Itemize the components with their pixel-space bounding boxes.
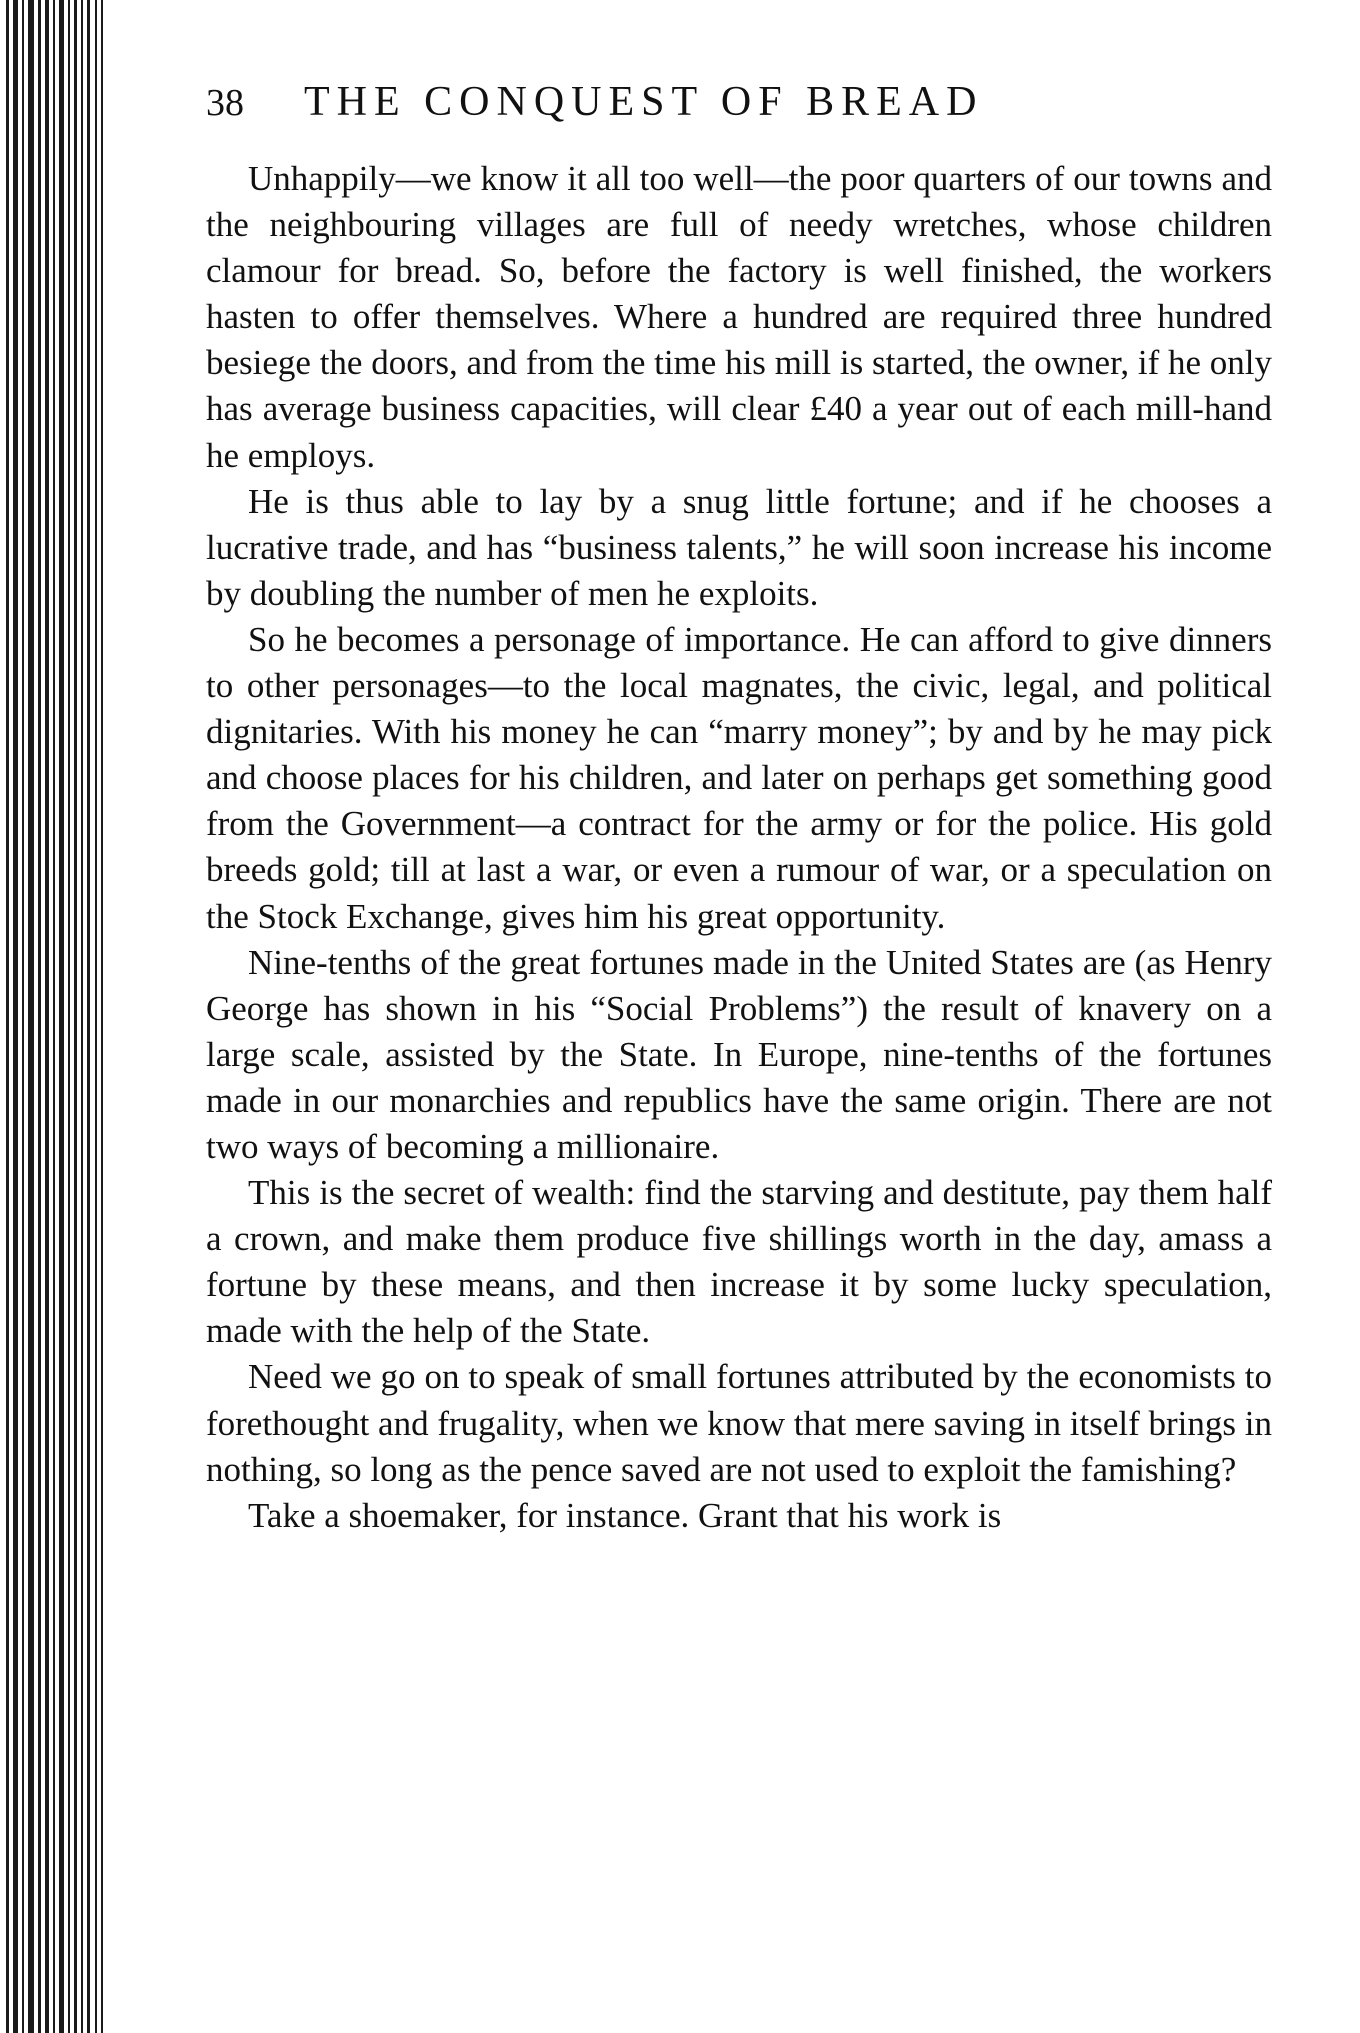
book-page — [206, 78, 1272, 1539]
page-header — [206, 78, 1272, 148]
paragraph: Unhappily—we know it all too well—the poor quarters of our towns and the neighbouring villages are full of needy wretches, whose children clamour for bread. So, before the factory is well finished, the workers hasten to offer themselves. Where a hundred are required three hundred besiege the doors, and from the time his mill is started, the owner, if he only has average business capacities, will clear £40 a year out of each mill-hand he employs. — [206, 159, 1272, 475]
paragraph: He is thus able to lay by a snug little fortune; and if he chooses a lucrative trade, and has “business talents,” he will soon increase his income by doubling the number of men he exploits. — [206, 481, 1272, 613]
paragraph: Take a shoemaker, for instance. Grant that his work is — [248, 1495, 1002, 1535]
page-number: 38 — [206, 82, 244, 124]
body-text — [206, 156, 1272, 1539]
paragraph: Need we go on to speak of small fortunes attributed by the economists to forethought and frugality, when we know that mere saving in itself brings in nothing, so long as the pence saved are not used to exploit the famishing? — [206, 1357, 1272, 1489]
running-title: THE CONQUEST OF BREAD — [304, 79, 984, 125]
paragraph: So he becomes a personage of importance. He can afford to give dinners to other personages—to the local magnates, the civic, legal, and political dignitaries. With his money he can “marry money”; by and by he may pick and choose places for his children, and later on perhaps get something good from the Government—a contract for the army or for the police. His gold breeds gold; till at last a war, or even a rumour of war, or a speculation on the Stock Exchange, gives him his great opportunity. — [206, 619, 1272, 936]
paragraph: This is the secret of wealth: find the starving and destitute, pay them half a crown, and make them produce five shillings worth in the day, amass a fortune by these means, and then increase it by some lucky speculation, made with the help of the State. — [206, 1173, 1272, 1351]
book-binding-edge — [0, 0, 110, 2033]
paragraph: Nine-tenths of the great fortunes made in the United States are (as Henry George has shown in his “Social Problems”) the result of knavery on a large scale, assisted by the State. In Europe, nine-tenths of the fortunes made in our monarchies and republics have the same origin. There are not two ways of becoming a millionaire. — [206, 942, 1272, 1166]
